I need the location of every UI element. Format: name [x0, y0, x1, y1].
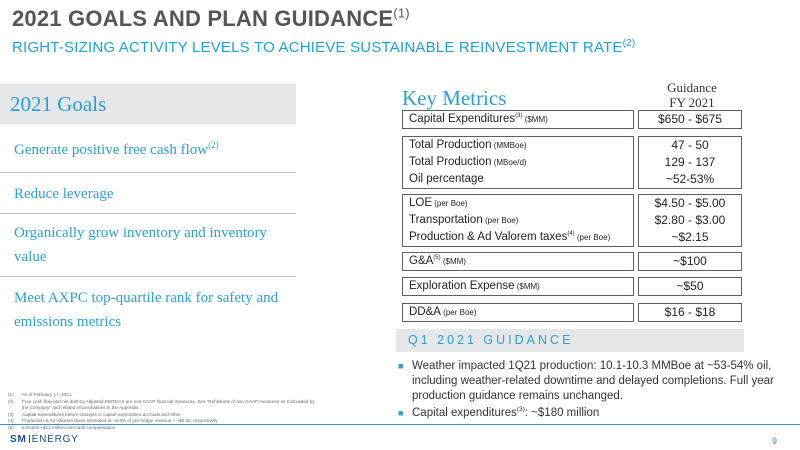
metric-label: Total Production (MBoe/d): [409, 156, 527, 168]
metric-label: Capital Expenditures$^{(3)}$ ($MM): [409, 113, 548, 125]
q1-guidance-header: [396, 329, 744, 352]
values-group: [638, 110, 742, 129]
metric-label: Transportation (per Boe): [409, 214, 519, 226]
q1-bullet: ■ Capital expenditures$^{(3)}$: ~$180 million: [398, 406, 600, 419]
goal-divider: [0, 213, 296, 214]
goal-item: Meet AXPC top-quartile rank for safety and emissions metrics: [14, 290, 279, 330]
metrics-group: [402, 252, 634, 271]
goal-item: Organically grow inventory and inventory value: [14, 225, 267, 265]
metric-label: Exploration Expense ($MM): [409, 280, 540, 292]
goal-item: Generate positive free cash flow$^{(2)}$: [14, 140, 219, 158]
metric-value: ~$2.15: [671, 230, 709, 244]
metric-label: LOE (per Boe): [409, 197, 468, 209]
metric-value: $2.80 - $3.00: [654, 213, 726, 227]
metrics-group: [402, 136, 634, 189]
company-logo: SM ENERGY: [10, 434, 79, 445]
metric-value: ~$100: [673, 254, 707, 268]
metric-label: DD&A (per Boe): [409, 306, 477, 318]
metric-label: $G\&A^{(5)}$ ($MM): [409, 255, 466, 267]
title-footnote-ref: (1): [393, 5, 410, 21]
metric-value: 47 - 50: [671, 138, 709, 152]
metric-value: $16 - $18: [664, 305, 716, 319]
bullet-square-icon: ■: [398, 361, 404, 371]
metric-value: 129 - 137: [664, 155, 716, 169]
goals-heading: 2021 Goals: [10, 92, 107, 116]
metric-value: ~$50: [676, 279, 704, 293]
values-group: [638, 136, 742, 189]
page-title: 2021 GOALS AND PLAN GUIDANCE$^{(1)}$: [12, 5, 410, 31]
goals-header: [0, 84, 296, 124]
bullet-square-icon: ■: [398, 408, 404, 418]
page-number: 9: [772, 436, 778, 446]
metric-value: ~52-53%: [665, 172, 715, 186]
guidance-column-header: Guidance FY 2021: [667, 80, 717, 110]
goal-item: Reduce leverage: [14, 186, 114, 202]
footnotes: (1) As of February 17, 2021. (2) Free cash flow and net debt-to-Adjusted EBITDAX are non GAAP financial measures. See "Definitions of non GAAP measures as Calculated by the Company" and related reconciliations in the Appendix. (3) Capital expenditures before changes in capital expenditure accruals and other. (4) Production & Ad Valorem taxes estimated at ~6.5% of pre-hedge revenue + ~$0.30, respectively. (5) Includes ~$12 million non-cash compensation.: [8, 392, 315, 430]
metric-label: Production & Ad Valorem taxes$^{(4)}$ (per Boe): [409, 231, 611, 243]
metric-value: $4.50 - $5.00: [654, 196, 726, 210]
metrics-group: [402, 194, 634, 247]
values-group: [638, 277, 742, 296]
metrics-group: [402, 303, 634, 322]
metric-label: Total Production (MMBoe): [409, 139, 527, 151]
page-subtitle: RIGHT-SIZING ACTIVITY LEVELS TO ACHIEVE SUSTAINABLE REINVESTMENT RATE$^{(2)}$: [12, 38, 636, 56]
metrics-group: [402, 277, 634, 296]
goal-divider: [0, 276, 296, 277]
values-group: [638, 252, 742, 271]
metric-label: Oil percentage: [409, 173, 484, 185]
values-group: [638, 303, 742, 322]
key-metrics-heading: Key Metrics: [402, 86, 507, 110]
values-group: [638, 194, 742, 247]
footer-divider: [0, 424, 800, 425]
metrics-group: [402, 110, 634, 129]
q1-bullet: ■ Weather impacted 1Q21 production: 10.1-10.3 MMBoe at ~53-54% oil, including weather-related downtime and delayed completions. Full year production guidance remains unchanged.: [398, 360, 774, 402]
metric-value: $650 - $675: [657, 112, 723, 126]
q1-guidance-heading: Q1 2021 GUIDANCE: [408, 333, 574, 347]
subtitle-footnote-ref: (2): [622, 38, 636, 49]
goal-divider: [0, 172, 296, 173]
